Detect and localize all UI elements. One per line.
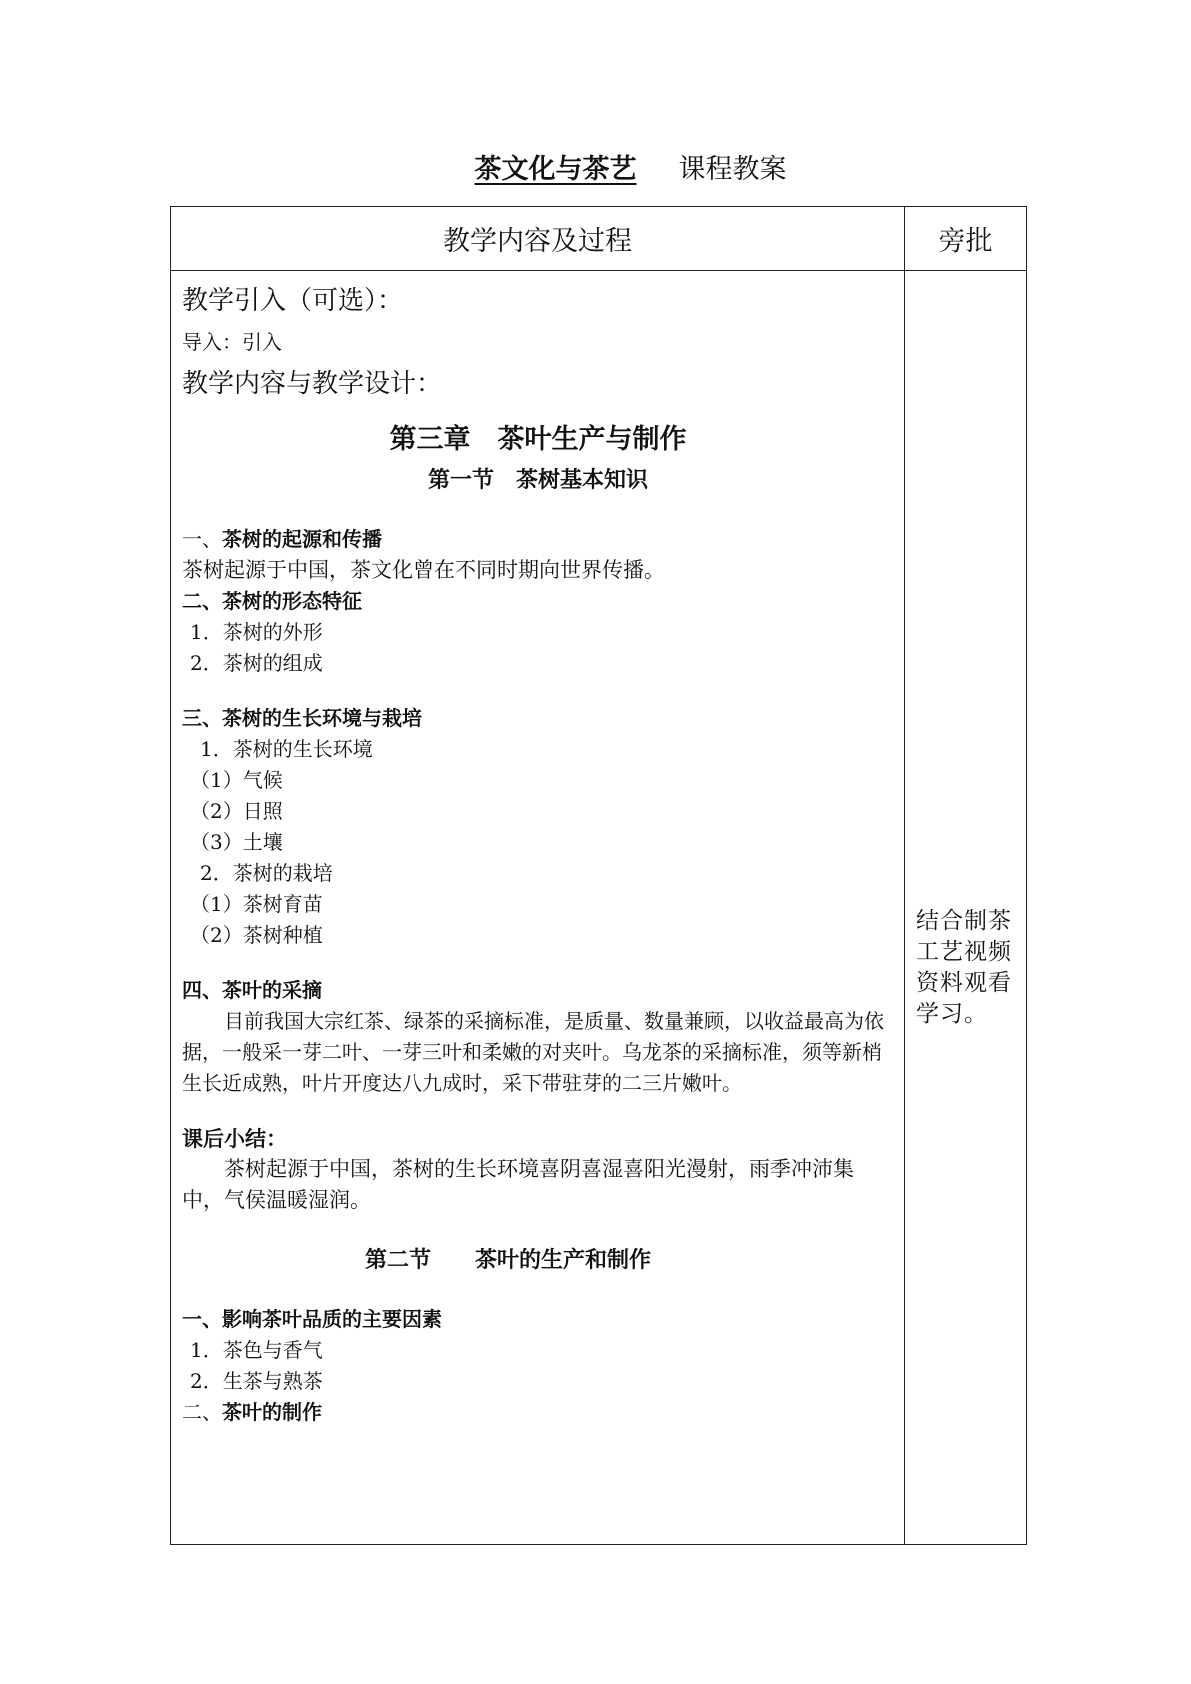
list-item: 1．茶树的外形 xyxy=(190,620,323,644)
list-item: （1）气候 xyxy=(190,768,283,792)
table-body-row xyxy=(171,271,1027,1545)
design-heading: 教学内容与教学设计： xyxy=(182,369,443,399)
section1-part3-heading: 三、茶树的生长环境与栽培 xyxy=(182,706,422,730)
list-item: 2．生茶与熟茶 xyxy=(190,1369,323,1393)
section1-part1-heading: 一、茶树的起源和传播 xyxy=(182,527,382,551)
lesson-plan-table xyxy=(170,206,1027,1545)
side-note-text: 结合制茶工艺视频资料观看学习。 xyxy=(916,907,1012,1027)
document-title xyxy=(0,152,1191,188)
header-side-note: 旁批 xyxy=(905,207,1027,271)
table-header-row xyxy=(171,207,1027,271)
sub-heading: 1．茶树的生长环境 xyxy=(200,737,373,761)
list-item: 2．茶树的组成 xyxy=(190,651,323,675)
section2-title: 第二节 茶叶的生产和制作 xyxy=(364,1247,651,1273)
intro-lead: 导入：引入 xyxy=(182,330,282,354)
content-cell xyxy=(171,271,905,1545)
list-item: （2）茶树种植 xyxy=(190,923,323,947)
section2-part2-heading: 二、茶叶的制作 xyxy=(182,1400,322,1424)
course-name: 茶文化与茶艺 xyxy=(474,154,637,185)
title-suffix: 课程教案 xyxy=(678,154,787,185)
section1-title: 第一节 茶树基本知识 xyxy=(427,467,648,493)
list-item: （3）土壤 xyxy=(190,830,283,854)
header-content-process: 教学内容及过程 xyxy=(171,207,905,271)
section1-part2-heading: 二、茶树的形态特征 xyxy=(182,589,362,613)
section2-part1-heading: 一、影响茶叶品质的主要因素 xyxy=(182,1307,442,1331)
side-note-cell xyxy=(905,271,1027,1545)
summary-heading: 课后小结： xyxy=(182,1126,287,1151)
summary-text: 茶树起源于中国，茶树的生长环境喜阴喜湿喜阳光漫射，雨季冲沛集中，气侯温暖湿润。 xyxy=(182,1157,854,1212)
section1-part4-text: 目前我国大宗红茶、绿茶的采摘标准，是质量、数量兼顾，以收益最高为依据，一般采一芽二叶、一芽三叶和柔嫩的对夹叶。乌龙茶的采摘标准，须等新梢生长近成熟，叶片开度达八九成时，采下带驻芽的二三片嫩叶。 xyxy=(182,1009,884,1095)
section1-part4-heading: 四、茶叶的采摘 xyxy=(182,978,322,1002)
list-item: （1）茶树育苗 xyxy=(190,892,323,916)
section1-part1-text: 茶树起源于中国，茶文化曾在不同时期向世界传播。 xyxy=(182,558,665,582)
list-item: 1．茶色与香气 xyxy=(190,1338,323,1362)
sub-heading: 2．茶树的栽培 xyxy=(200,861,333,885)
list-item: （2）日照 xyxy=(190,799,283,823)
intro-heading: 教学引入（可选）： xyxy=(182,286,404,316)
chapter-title: 第三章 茶叶生产与制作 xyxy=(389,424,687,455)
